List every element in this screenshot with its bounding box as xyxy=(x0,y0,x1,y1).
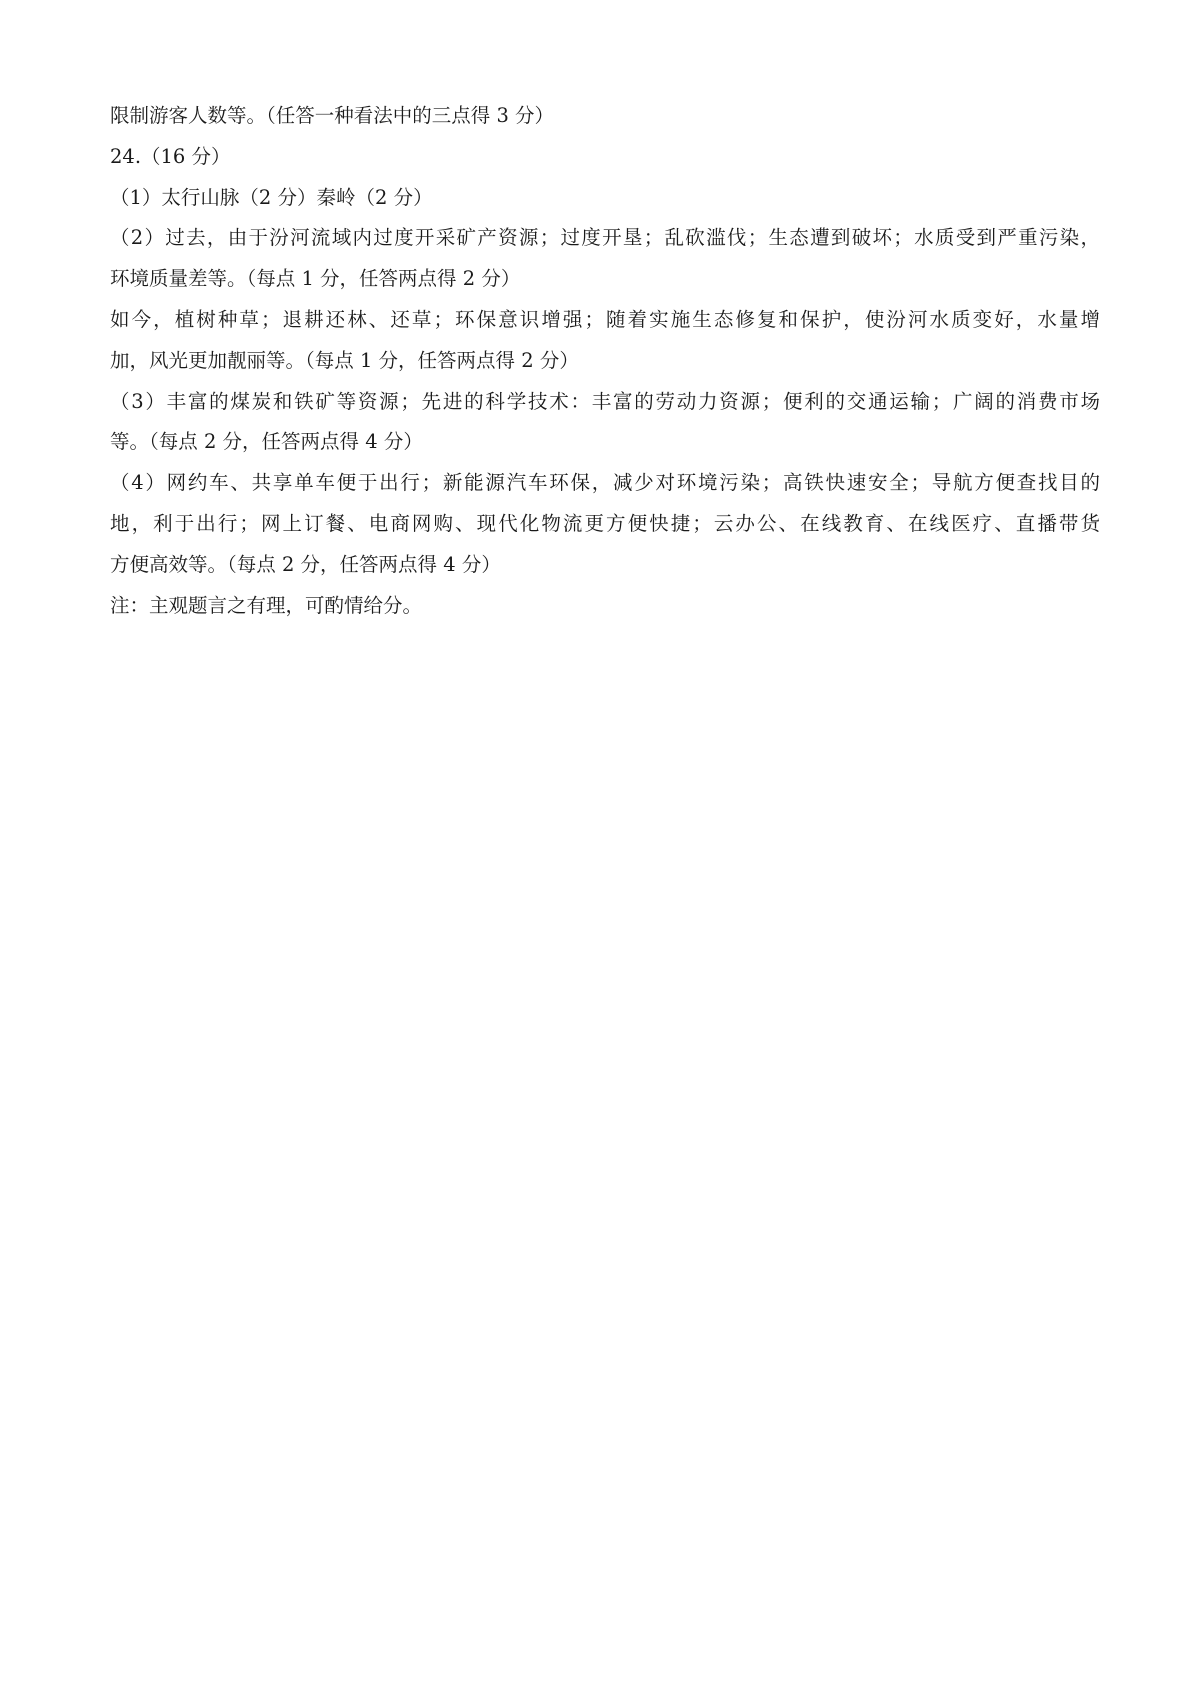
answer-text-block xyxy=(110,96,1100,626)
answer-24-4-line-2: 地，利于出行；网上订餐、电商网购、现代化物流更方便快捷；云办公、在线教育、在线医疗、直播带货 xyxy=(110,511,1100,535)
answer-24-2-line-2: 环境质量差等。（每点 1 分，任答两点得 2 分） xyxy=(110,267,521,291)
answer-24-4-line-1: （4）网约车、共享单车便于出行；新能源汽车环保，减少对环境污染；高铁快速安全；导航方便查找目的 xyxy=(110,471,1100,495)
answer-24-3-line-1: （3）丰富的煤炭和铁矿等资源；先进的科学技术：丰富的劳动力资源；便利的交通运输；广阔的消费市场 xyxy=(110,389,1100,413)
grading-note: 注：主观题言之有理，可酌情给分。 xyxy=(110,593,423,617)
text-line-q23-end: 限制游客人数等。（任答一种看法中的三点得 3 分） xyxy=(110,104,555,127)
answer-24-1: （1）太行山脉（2 分）秦岭（2 分） xyxy=(110,185,433,209)
answer-24-2-line-3: 如今，植树种草；退耕还林、还草；环保意识增强；随着实施生态修复和保护，使汾河水质变好，水量增 xyxy=(110,307,1100,331)
answer-24-2-line-1: （2）过去，由于汾河流域内过度开采矿产资源；过度开垦；乱砍滥伐；生态遭到破坏；水质受到严重污染， xyxy=(110,226,1100,250)
answer-24-4-line-3: 方便高效等。（每点 2 分，任答两点得 4 分） xyxy=(110,552,501,576)
answer-24-3-line-2: 等。（每点 2 分，任答两点得 4 分） xyxy=(110,430,423,454)
answer-24-2-line-4: 加，风光更加靓丽等。（每点 1 分，任答两点得 2 分） xyxy=(110,348,579,372)
question-24-heading: 24.（16 分） xyxy=(110,144,231,168)
